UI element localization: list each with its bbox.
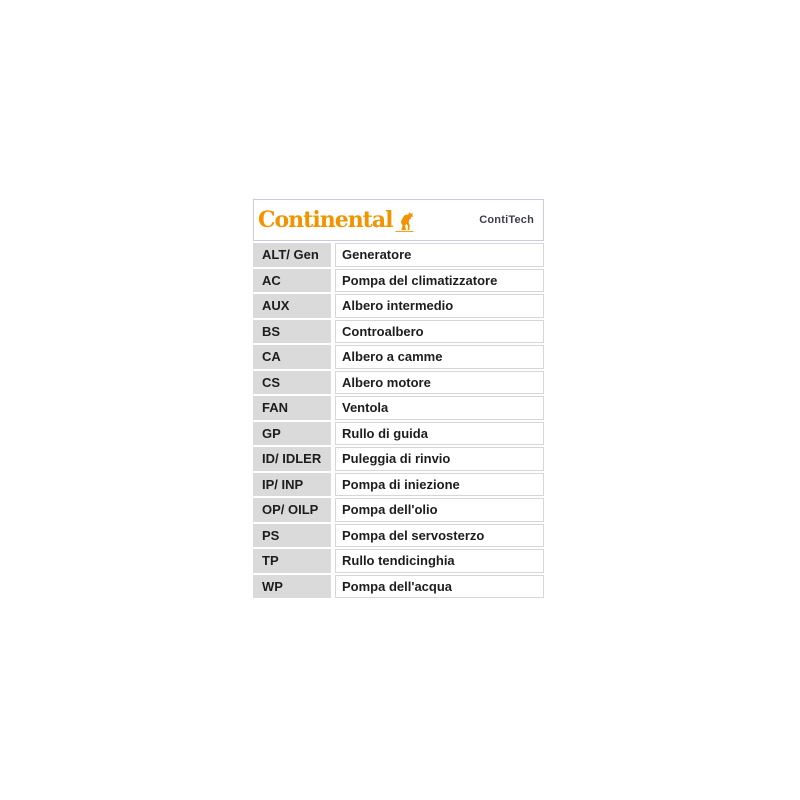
continental-wordmark: Continental — [258, 207, 393, 233]
abbreviation-cell: GP — [253, 422, 331, 446]
table-row — [253, 549, 544, 573]
description-cell: Rullo di guida — [335, 422, 544, 446]
abbreviation-cell: TP — [253, 549, 331, 573]
contitech-label: ContiTech — [479, 214, 534, 226]
description-cell: Albero intermedio — [335, 294, 544, 318]
table-row — [253, 498, 544, 522]
table-row — [253, 371, 544, 395]
rearing-horse-icon — [394, 207, 415, 233]
table-row — [253, 447, 544, 471]
description-cell: Pompa dell'acqua — [335, 575, 544, 599]
description-cell: Rullo tendicinghia — [335, 549, 544, 573]
abbreviation-cell: ID/ IDLER — [253, 447, 331, 471]
abbreviation-cell: AC — [253, 269, 331, 293]
continental-logo — [258, 207, 415, 233]
description-cell: Generatore — [335, 243, 544, 267]
abbreviation-cell: CS — [253, 371, 331, 395]
table-row — [253, 320, 544, 344]
description-cell: Puleggia di rinvio — [335, 447, 544, 471]
abbreviation-cell: AUX — [253, 294, 331, 318]
brand-header — [253, 199, 544, 241]
abbreviation-cell: FAN — [253, 396, 331, 420]
table-row — [253, 269, 544, 293]
table-row — [253, 524, 544, 548]
description-cell: Pompa di iniezione — [335, 473, 544, 497]
abbreviation-cell: IP/ INP — [253, 473, 331, 497]
description-cell: Ventola — [335, 396, 544, 420]
description-cell: Albero a camme — [335, 345, 544, 369]
abbreviation-cell: WP — [253, 575, 331, 599]
description-cell: Pompa dell'olio — [335, 498, 544, 522]
table-row — [253, 575, 544, 599]
description-cell: Pompa del servosterzo — [335, 524, 544, 548]
legend-table-body — [253, 243, 544, 598]
abbreviation-cell: ALT/ Gen — [253, 243, 331, 267]
description-cell: Pompa del climatizzatore — [335, 269, 544, 293]
table-row — [253, 422, 544, 446]
table-row — [253, 396, 544, 420]
table-row — [253, 294, 544, 318]
abbreviation-cell: CA — [253, 345, 331, 369]
legend-panel — [253, 199, 544, 600]
abbreviation-cell: OP/ OILP — [253, 498, 331, 522]
abbreviation-cell: BS — [253, 320, 331, 344]
table-row — [253, 345, 544, 369]
table-row — [253, 473, 544, 497]
description-cell: Controalbero — [335, 320, 544, 344]
description-cell: Albero motore — [335, 371, 544, 395]
table-row — [253, 243, 544, 267]
abbreviation-cell: PS — [253, 524, 331, 548]
